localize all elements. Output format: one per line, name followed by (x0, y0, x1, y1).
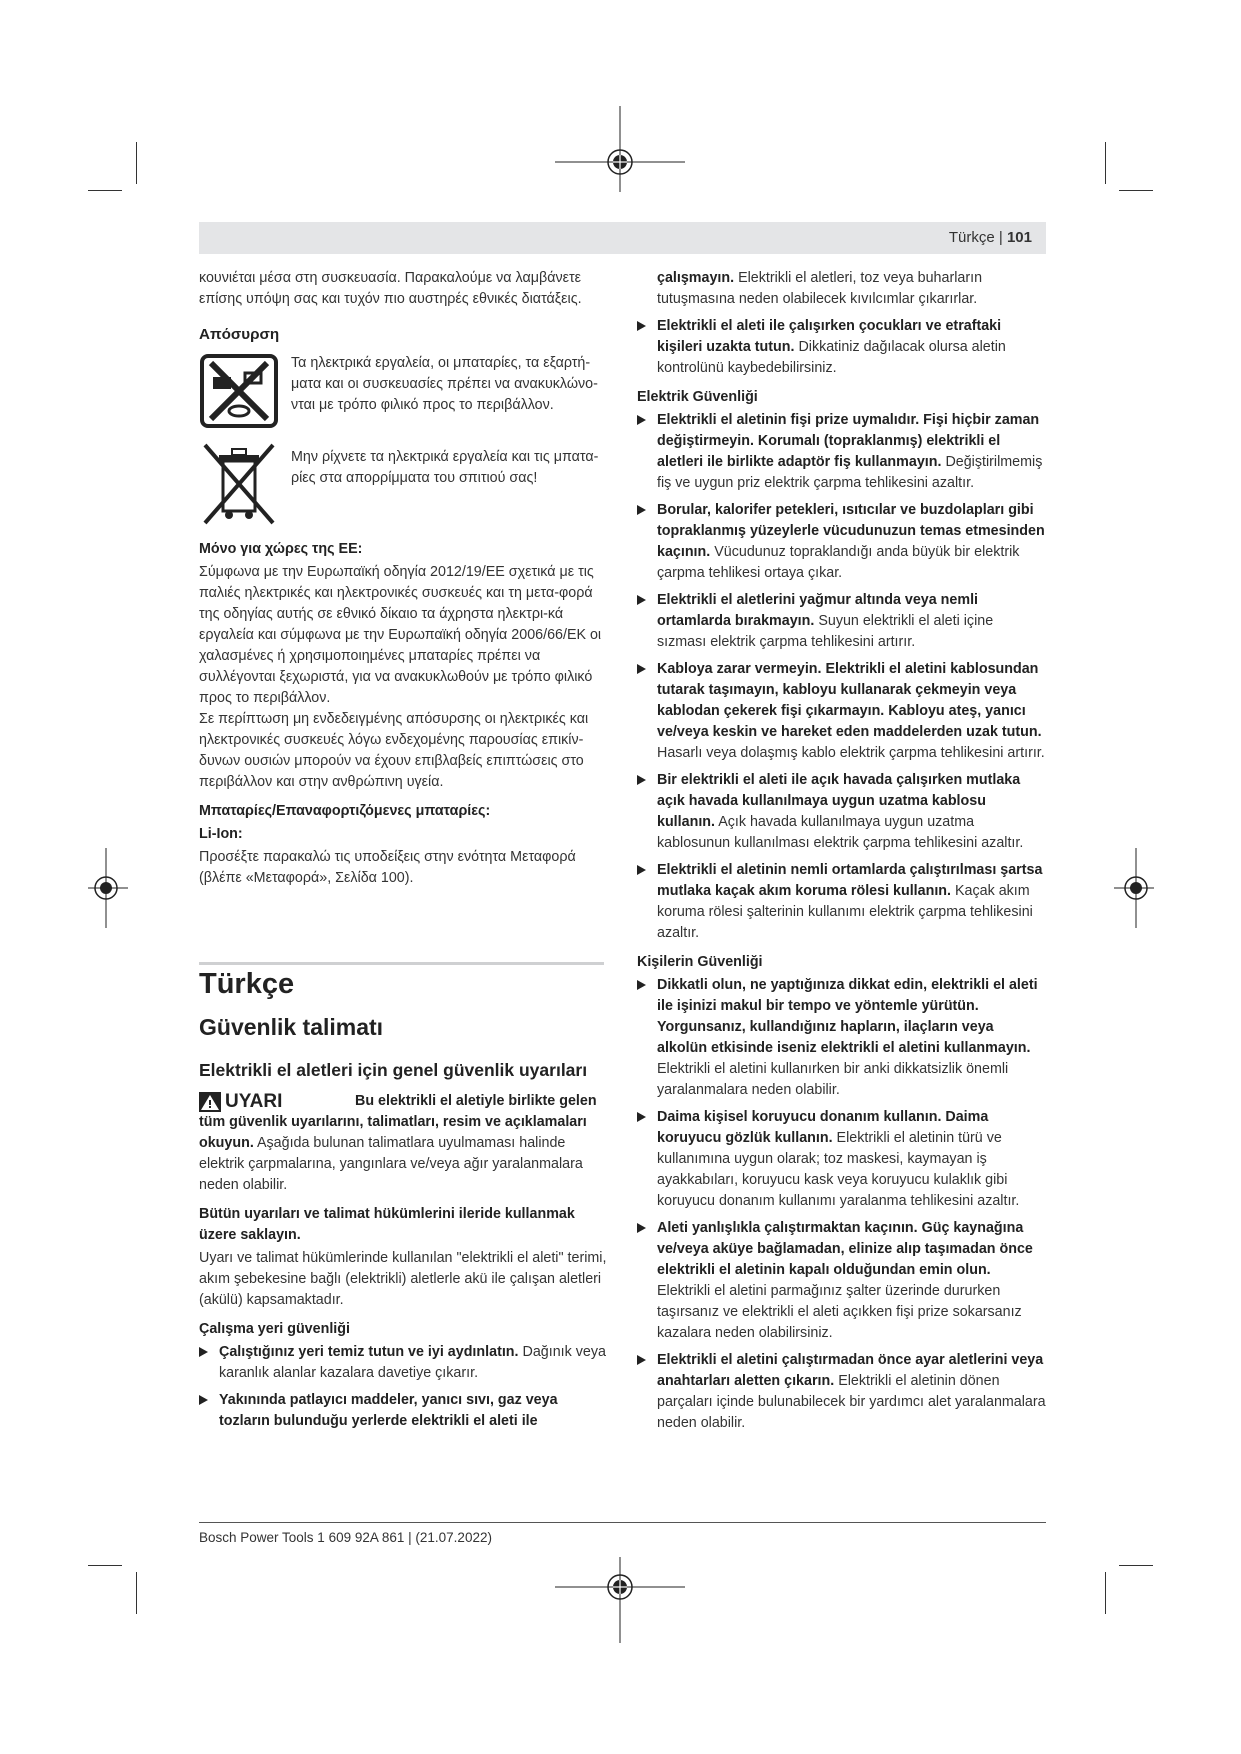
bullet-bold: Bir elektrikli el aleti ile açık havada çalışırken mutlaka açık havada kullanılmaya uygun uzatma kablosu kullanın. (657, 772, 1021, 830)
list-item (637, 410, 1046, 494)
bullet-text: Vücudunuz topraklandığı anda büyük bir elektrik çarpma tehlikesi ortaya çıkar. (657, 544, 1020, 581)
bullet-bold: Yakınında patlayıcı maddeler, yanıcı sıvı, gaz veya tozların bulunduğu yerlerde elektrikli el aleti ile (219, 1392, 558, 1429)
continuation-text: Elektrikli el aletleri, toz veya buharların tutuşmasına neden olabilecek kıvılcımlar çıkarırlar. (657, 270, 983, 307)
bullet-arrow-icon (637, 1355, 646, 1365)
list-item (637, 770, 1046, 854)
section-divider (199, 962, 604, 965)
bullet-arrow-icon (199, 1347, 208, 1357)
personal-heading: Kişilerin Güvenliği (637, 954, 763, 970)
safety-title: Güvenlik talimatı (199, 1014, 384, 1040)
footer-rule (199, 1522, 1046, 1523)
bullet-arrow-icon (637, 1223, 646, 1233)
disposal-text-1: Τα ηλεκτρικά εργαλεία, οι μπαταρίες, τα εξαρτή-ματα και οι συσκευασίες πρέπει να ανακυκλώνο-νται με τρόπο φιλικό προς το περιβάλλον. (291, 355, 598, 413)
bullet-bold: Borular, kalorifer petekleri, ısıtıcılar ve buzdolapları gibi topraklanmış yüzeylerle vücudunuzun temas etmesinden kaçının. (657, 502, 1045, 560)
bullet-text: Elektrikli el aletini kullanırken bir anki dikkatsizlik önemli yaralanmalara neden olabilir. (657, 1061, 1009, 1098)
bullet-bold: Elektrikli el aleti ile çalışırken çocukları ve etraftaki kişileri uzakta tutun. (657, 318, 1002, 355)
bullet-bold: Elektrikli el aletinin nemli ortamlarda çalıştırılması şartsa mutlaka kaçak akım koruma rölesi kullanın. (657, 862, 1043, 899)
eu-text-2: Σε περίπτωση μη ενδεδειγμένης απόσυρσης οι ηλεκτρικές και ηλεκτρονικές συσκευές λόγω ενδεχομένης παρουσίας επικίν-δυνων ουσιών μπορούν να έχουν επιβλαβείς επιπτώσεις στο περιβάλλον και στην ανθρώπινη υγεία. (199, 711, 589, 790)
workplace-heading: Çalışma yeri güvenliği (199, 1321, 350, 1337)
bullet-bold: Kabloya zarar vermeyin. Elektrikli el aletini kablosundan tutarak taşımayın, kabloyu kullanarak çekmeyin veya kablodan çekerek fişi çıkarmayın. Kabloyu ateş, yanıcı ve/veya keskin ve hareket eden maddelerden uzak tutun. (657, 661, 1042, 740)
warning-badge (199, 1091, 282, 1112)
bullet-bold: Aleti yanlışlıkla çalıştırmaktan kaçının. Güç kaynağına ve/veya aküye bağlamadan, elinize alıp taşımadan önce elektrikli el aletinin kapalı olduğundan emin olun. (657, 1220, 1033, 1278)
list-item (637, 1107, 1046, 1212)
keep-heading: Bütün uyarıları ve talimat hükümlerini ileride kullanmak üzere saklayın. (199, 1206, 575, 1243)
general-heading: Elektrikli el aletleri için genel güvenlik uyarıları (199, 1060, 588, 1080)
liion-heading: Li-Ion: (199, 826, 243, 842)
footer-text: Bosch Power Tools 1 609 92A 861 | (21.07.2022) (199, 1530, 492, 1545)
crossed-bin-icon (199, 439, 279, 527)
warning-text: Aşağıda bulunan talimatlara uyulmaması halinde elektrik çarpmalarına, yangınlara ve/veya ağır yaralanmalara neden olabilir. (199, 1135, 583, 1193)
list-item (637, 659, 1046, 764)
bullet-bold: Daima kişisel koruyucu donanım kullanın. Daima koruyucu gözlük kullanın. (657, 1109, 989, 1146)
list-item (637, 860, 1046, 944)
greek-intro: κουνιέται μέσα στη συσκευασία. Παρακαλούμε να λαμβάνετε επίσης υπόψη σας και τυχόν πιο αυστηρές εθνικές διατάξεις. (199, 270, 582, 307)
header-language: Türkçe (948, 229, 995, 246)
bullet-bold: Çalıştığınız yeri temiz tutun ve iyi aydınlatın. (219, 1344, 519, 1360)
electric-heading: Elektrik Güvenliği (637, 389, 758, 405)
list-item (637, 500, 1046, 584)
registration-mark-icon (88, 848, 128, 928)
continuation (637, 268, 1046, 310)
header-separator: | (998, 229, 1003, 246)
continuation-bold: çalışmayın. (657, 270, 735, 286)
left-column-turkish (199, 968, 607, 1438)
disposal-row-2 (199, 439, 607, 527)
personal-list (637, 975, 1046, 1434)
bullet-text: Elektrikli el aletinin türü ve kullanımına uygun olarak; toz maskesi, kaymayan iş ayakkabıları, koruyucu kask veya koruyucu kulaklık gibi koruyucu donanım kullanımı yaralanma tehlikesini azaltır. (657, 1130, 1020, 1209)
bullet-bold: Dikkatli olun, ne yaptığınıza dikkat edin, elektrikli el aleti ile işinizi makul bir tempo ve yöntemle yürütün. Yorgunsanız, kullandığınız hapların, ilaçların veya alkolün etkisinde iseniz elektrikli el aletini kullanmayın. (657, 977, 1038, 1056)
warning-triangle-icon (199, 1092, 221, 1112)
bullet-arrow-icon (637, 775, 646, 785)
eu-text-1: Σύμφωνα με την Ευρωπαϊκή οδηγία 2012/19/ΕΕ σχετικά με τις παλιές ηλεκτρικές και ηλεκτρονικές συσκευές και τη μετα-φορά της οδηγίας αυτής σε εθνικό δίκαιο τα άχρηστα ηλεκτρι-κά εργαλεία και σύμφωνα με την Ευρωπαϊκή οδηγία 2006/66/ΕΚ οι χαλασμένες ή χρησιμοποιημένες μπαταρίες πρέπει να συλλέγονται ξεχωριστά, για να ανακυκλωθούν με τρόπο φιλικό προς το περιβάλλον. (199, 564, 602, 706)
list-item (637, 1218, 1046, 1344)
recycle-tool-icon (199, 353, 279, 429)
eu-heading: Μόνο για χώρες της ΕΕ: (199, 541, 363, 557)
electric-list (637, 410, 1046, 944)
bullet-text: Dikkatiniz dağılacak olursa aletin kontrolünü kaybedebilirsiniz. (657, 339, 1006, 376)
registration-mark-icon (555, 104, 685, 194)
registration-mark-icon (555, 1555, 685, 1645)
disposal-heading: Απόσυρση (199, 326, 280, 343)
bullet-text: Suyun elektrikli el aleti içine sızması elektrik çarpma tehlikesini artırır. (657, 613, 994, 650)
left-column (199, 268, 607, 895)
header-label (949, 229, 1032, 246)
bullet-arrow-icon (637, 980, 646, 990)
section-title: Türkçe (199, 968, 295, 1000)
bullet-text: Dağınık veya karanlık alanlar kazalara davetiye çıkarır. (219, 1344, 606, 1381)
list-item (637, 1350, 1046, 1434)
bullet-arrow-icon (637, 505, 646, 515)
bullet-arrow-icon (637, 321, 646, 331)
right-column (637, 268, 1046, 1440)
liion-text: Προσέξτε παρακαλώ τις υποδείξεις στην ενότητα Μεταφορά (βλέπε «Μεταφορά», Σελίδα 100). (199, 849, 576, 886)
bullet-arrow-icon (199, 1395, 208, 1405)
keep-text: Uyarı ve talimat hükümlerinde kullanılan "elektrikli el aleti" terimi, akım şebekesine bağlı (elektrikli) aletlerle akü ile çalışan aletleri (akülü) kapsamaktadır. (199, 1250, 607, 1308)
list-item (637, 316, 1046, 379)
bullet-arrow-icon (637, 664, 646, 674)
battery-heading: Μπαταρίες/Επαναφορτιζόμενες μπαταρίες: (199, 803, 491, 819)
bullet-bold: Elektrikli el aletini çalıştırmadan önce ayar aletlerini veya anahtarları aletten çıkarın. (657, 1352, 1044, 1389)
disposal-row-1 (199, 353, 607, 429)
warning-bold: Bu elektrikli el aletiyle birlikte gelen tüm güvenlik uyarılarını, talimatları, resim ve açıklamaları okuyun. (199, 1093, 597, 1151)
bullet-text: Elektrikli el aletinin dönen parçaları içinde bulunabilecek bir yardımcı alet yaralanmalara neden olabilir. (657, 1373, 1046, 1431)
list-item (637, 975, 1046, 1101)
bullet-arrow-icon (637, 865, 646, 875)
list-item (199, 1390, 607, 1432)
bullet-arrow-icon (637, 415, 646, 425)
bullet-text: Kaçak akım koruma rölesi şalterinin kullanımı elektrik çarpma tehlikesini azaltır. (657, 883, 1033, 941)
registration-mark-icon (1114, 848, 1154, 928)
bullet-text: Elektrikli el aletini parmağınız şalter üzerinde dururken taşırsanız ve elektrikli el aleti açıkken fişi prize sokarsanız kazalara neden olabilirsiniz. (657, 1283, 1022, 1341)
warning-label: UYARI (225, 1091, 283, 1112)
bullet-text: Değiştirilmemiş fiş ve uygun priz elektrik çarpma tehlikesini azaltır. (657, 454, 1043, 491)
bullet-bold: Elektrikli el aletinin fişi prize uymalıdır. Fişi hiçbir zaman değiştirmeyin. Korumalı (topraklanmış) elektrikli el aletleri ile birlikte adaptör fiş kullanmayın. (657, 412, 1040, 470)
warning-block (199, 1091, 607, 1196)
bullet-arrow-icon (637, 595, 646, 605)
bullet-arrow-icon (637, 1112, 646, 1122)
list-item (637, 590, 1046, 653)
bullet-bold: Elektrikli el aletlerini yağmur altında veya nemli ortamlarda bırakmayın. (657, 592, 979, 629)
page-number: 101 (1006, 229, 1032, 246)
list-item (199, 1342, 607, 1384)
bullet-text: Açık havada kullanılmaya uygun uzatma kablosunun kullanılması elektrik çarpma tehlikesini azaltır. (657, 814, 1024, 851)
bullet-text: Hasarlı veya dolaşmış kablo elektrik çarpma tehlikesini artırır. (657, 745, 1045, 761)
page-header (199, 222, 1046, 254)
disposal-text-2: Μην ρίχνετε τα ηλεκτρικά εργαλεία και τις μπατα-ρίες στα απορρίμματα του σπιτιού σας! (291, 449, 599, 486)
